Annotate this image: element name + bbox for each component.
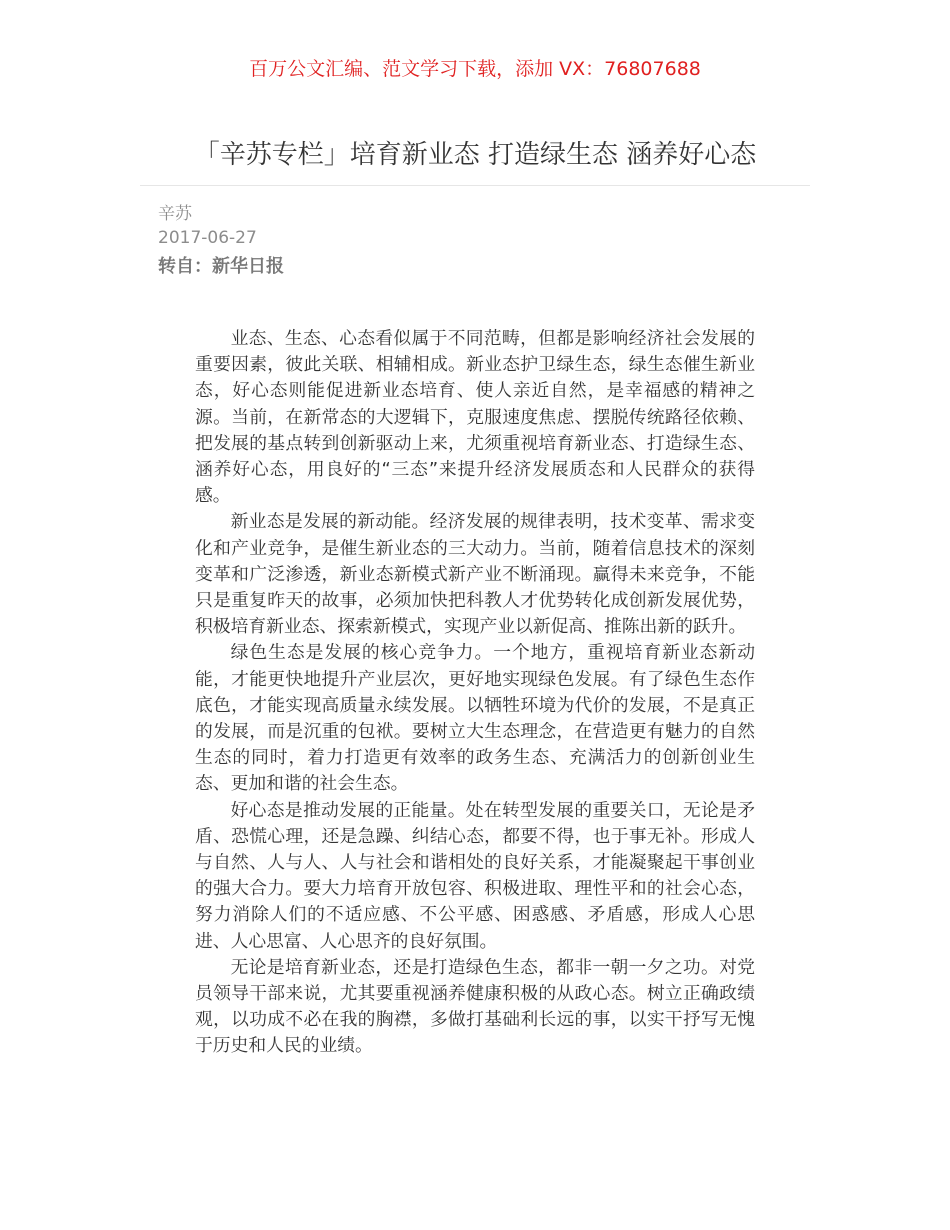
article-body [195, 326, 755, 1060]
paragraph: 无论是培育新业态，还是打造绿色生态，都非一朝一夕之功。对党员领导干部来说，尤其要重视涵养健康积极的从政心态。树立正确政绩观，以功成不必在我的胸襟，多做打基础利长远的事，以实干抒写无愧于历史和人民的业绩。 [195, 956, 755, 1057]
promo-banner: 百万公文汇编、范文学习下载，添加 VX：76807688 [249, 58, 701, 80]
paragraph: 好心态是推动发展的正能量。处在转型发展的重要关口，无论是矛盾、恐慌心理，还是急躁、纠结心态，都要不得，也于事无补。形成人与自然、人与人、人与社会和谐相处的良好关系，才能凝聚起干事创业的强大合力。要大力培育开放包容、积极进取、理性平和的社会心态，努力消除人们的不适应感、不公平感、困惑感、矛盾感，形成人心思进、人心思富、人心思齐的良好氛围。 [195, 799, 755, 952]
article-source: 转自：新华日报 [158, 256, 284, 277]
paragraph: 绿色生态是发展的核心竞争力。一个地方，重视培育新业态新动能，才能更快地提升产业层次，更好地实现绿色发展。有了绿色生态作底色，才能实现高质量永续发展。以牺牲环境为代价的发展，不是真正的发展，而是沉重的包袱。要树立大生态理念，在营造更有魅力的自然生态的同时，着力打造更有效率的政务生态、充满活力的创新创业生态、更加和谐的社会生态。 [195, 642, 755, 795]
paragraph: 新业态是发展的新动能。经济发展的规律表明，技术变革、需求变化和产业竞争，是催生新业态的三大动力。当前，随着信息技术的深刻变革和广泛渗透，新业态新模式新产业不断涌现。赢得未来竞争，不能只是重复昨天的故事，必须加快把科教人才优势转化成创新发展优势，积极培育新业态、探索新模式，实现产业以新促高、推陈出新的跃升。 [195, 511, 755, 638]
article-date: 2017-06-27 [158, 228, 257, 248]
article-title: 「辛苏专栏」培育新业态 打造绿生态 涵养好心态 [193, 140, 757, 170]
paragraph: 业态、生态、心态看似属于不同范畴，但都是影响经济社会发展的重要因素，彼此关联、相辅相成。新业态护卫绿生态，绿生态催生新业态，好心态则能促进新业态培育、使人亲近自然，是幸福感的精神之源。当前，在新常态的大逻辑下，克服速度焦虑、摆脱传统路径依赖、把发展的基点转到创新驱动上来，尤须重视培育新业态、打造绿生态、涵养好心态，用良好的“三态”来提升经济发展质态和人民群众的获得感。 [195, 328, 755, 507]
title-divider [140, 185, 810, 186]
article-author: 辛苏 [158, 204, 192, 224]
